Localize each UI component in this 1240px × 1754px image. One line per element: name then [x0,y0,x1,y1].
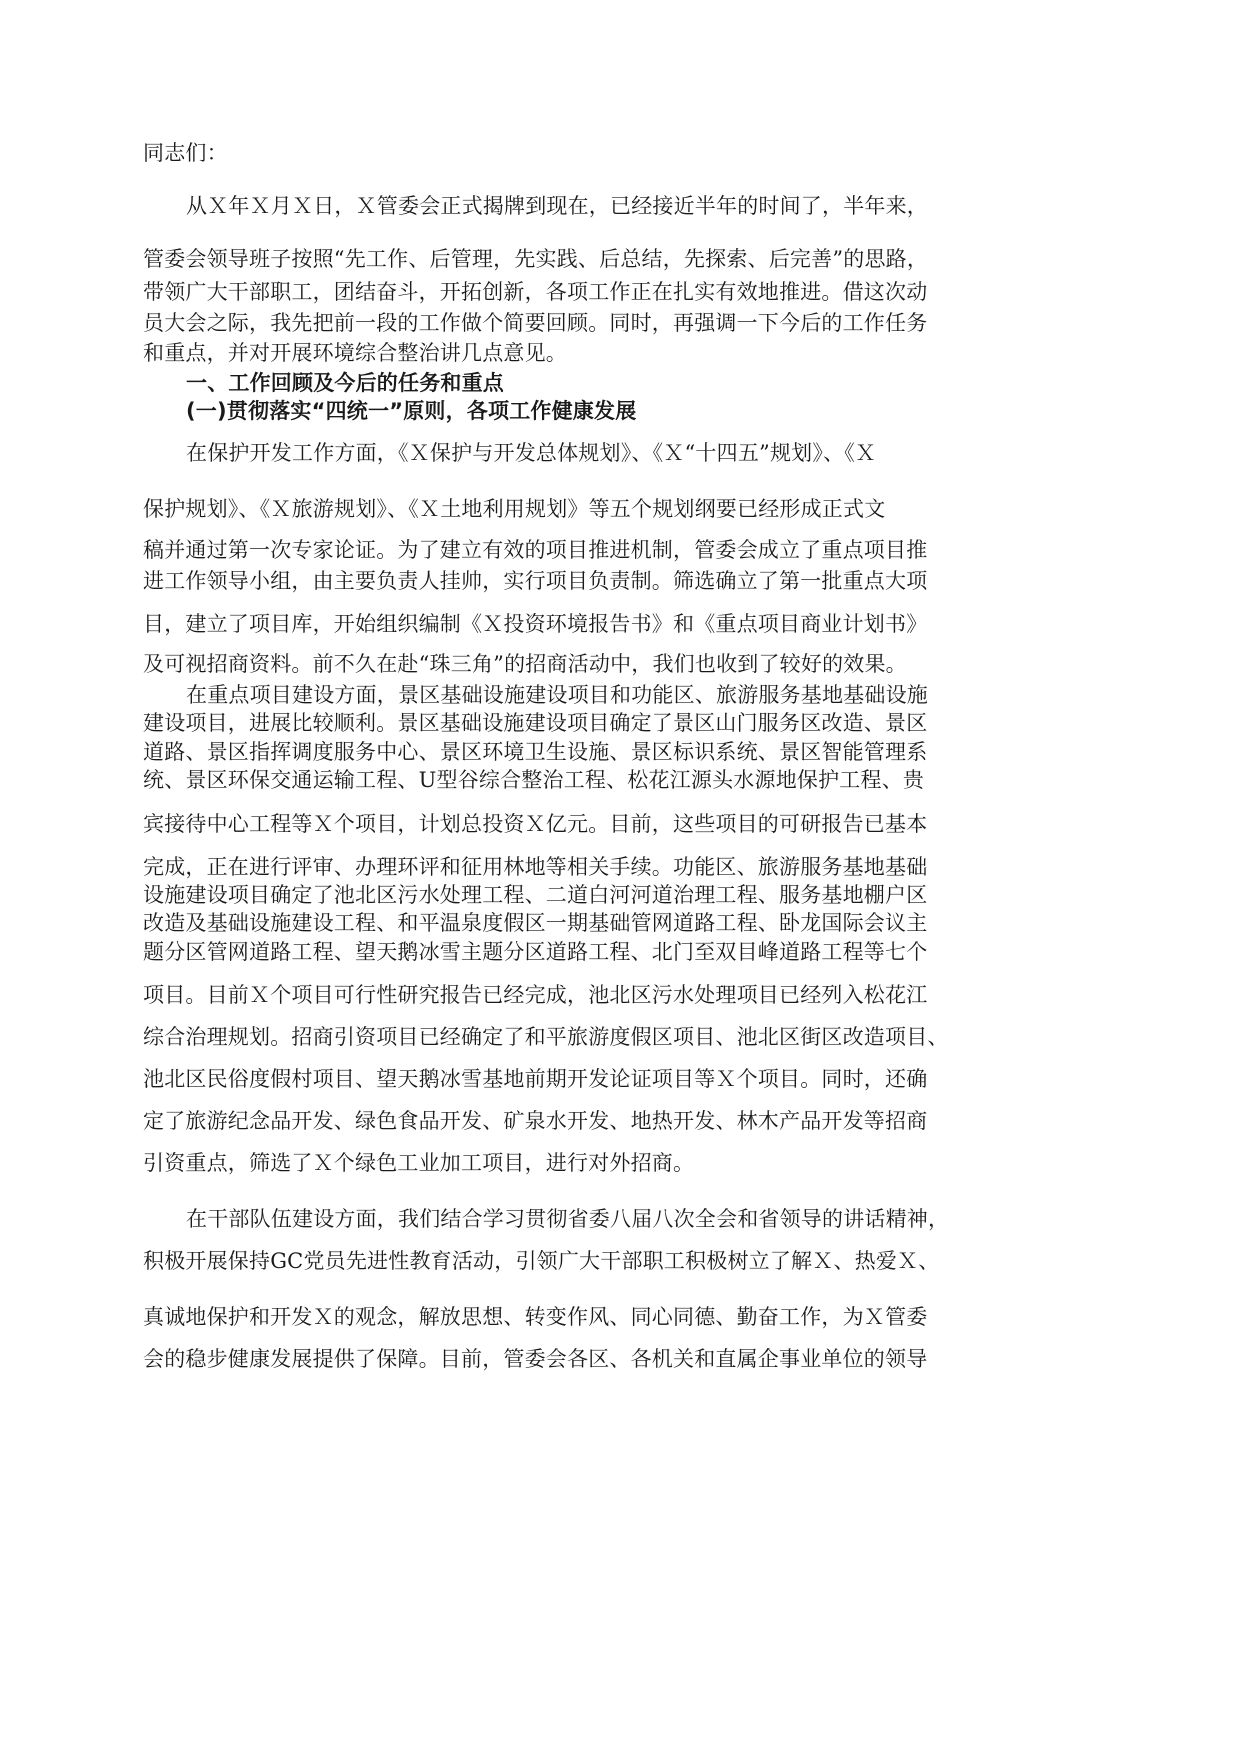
paragraph-line: 积极开展保持GC党员先进性教育活动，引领广大干部职工积极树立了解Ｘ、热爱Ｘ、 [143,1249,940,1273]
paragraph-line: 进工作领导小组，由主要负责人挂帅，实行项目负责制。筛选确立了第一批重点大项 [143,569,928,593]
paragraph-line: 项目。目前Ｘ个项目可行性研究报告已经完成，池北区污水处理项目已经列入松花江 [143,983,928,1007]
paragraph-line: 建设项目，进展比较顺利。景区基础设施建设项目确定了景区山门服务区改造、景区 [143,711,928,735]
paragraph-line: 完成，正在进行评审、办理环评和征用林地等相关手续。功能区、旅游服务基地基础 [143,855,928,879]
paragraph-line: 从Ｘ年Ｘ月Ｘ日，Ｘ管委会正式揭牌到现在，已经接近半年的时间了，半年来， [186,194,928,218]
paragraph-line: 员大会之际，我先把前一段的工作做个简要回顾。同时，再强调一下今后的工作任务 [143,311,928,335]
paragraph-line: 稿并通过第一次专家论证。为了建立有效的项目推进机制，管委会成立了重点项目推 [143,538,928,562]
paragraph-line: 综合治理规划。招商引资项目已经确定了和平旅游度假区项目、池北区街区改造项目、 [143,1025,949,1049]
paragraph-line: 会的稳步健康发展提供了保障。目前，管委会各区、各机关和直属企事业单位的领导 [143,1347,928,1371]
paragraph-line: 引资重点，筛选了Ｘ个绿色工业加工项目，进行对外招商。 [143,1151,695,1175]
paragraph-line: 和重点，并对开展环境综合整治讲几点意见。 [143,341,567,365]
paragraph-line: 在重点项目建设方面，景区基础设施建设项目和功能区、旅游服务基地基础设施 [186,683,928,707]
paragraph-line: 改造及基础设施建设工程、和平温泉度假区一期基础管网道路工程、卧龙国际会议主 [143,911,928,935]
paragraph-line: 设施建设项目确定了池北区污水处理工程、二道白河河道治理工程、服务基地棚户区 [143,883,928,907]
paragraph-line: 在保护开发工作方面，《Ｘ保护与开发总体规划》、《Ｘ“十四五”规划》、《Ｘ [186,441,877,465]
paragraph-line: 池北区民俗度假村项目、望天鹅冰雪基地前期开发论证项目等Ｘ个项目。同时，还确 [143,1067,928,1091]
subsection-heading: (一)贯彻落实“四统一”原则，各项工作健康发展 [186,399,637,423]
paragraph-line: 目，建立了项目库，开始组织编制《Ｘ投资环境报告书》和《重点项目商业计划书》 [143,612,928,636]
paragraph-line: 带领广大干部职工，团结奋斗，开拓创新，各项工作正在扎实有效地推进。借这次动 [143,280,928,304]
paragraph-line: 统、景区环保交通运输工程、U型谷综合整治工程、松花江源头水源地保护工程、贵 [143,768,925,792]
paragraph-line: 在干部队伍建设方面，我们结合学习贯彻省委八届八次全会和省领导的讲话精神， [186,1207,950,1231]
paragraph-line: 管委会领导班子按照“先工作、后管理，先实践、后总结，先探索、后完善”的思路， [143,247,929,271]
section-heading: 一、工作回顾及今后的任务和重点 [186,371,504,395]
paragraph-line: 题分区管网道路工程、望天鹅冰雪主题分区道路工程、北门至双目峰道路工程等七个 [143,940,928,964]
paragraph-line: 及可视招商资料。前不久在赴“珠三角”的招商活动中，我们也收到了较好的效果。 [143,652,907,676]
paragraph-line: 保护规划》、《Ｘ旅游规划》、《Ｘ土地利用规划》等五个规划纲要已经形成正式文 [143,497,886,521]
paragraph-line: 真诚地保护和开发Ｘ的观念，解放思想、转变作风、同心同德、勤奋工作，为Ｘ管委 [143,1305,928,1329]
paragraph-line: 宾接待中心工程等Ｘ个项目，计划总投资Ｘ亿元。目前，这些项目的可研报告已基本 [143,812,928,836]
paragraph-line: 道路、景区指挥调度服务中心、景区环境卫生设施、景区标识系统、景区智能管理系 [143,740,928,764]
paragraph-line: 定了旅游纪念品开发、绿色食品开发、矿泉水开发、地热开发、林木产品开发等招商 [143,1109,928,1133]
salutation: 同志们： [143,141,228,165]
